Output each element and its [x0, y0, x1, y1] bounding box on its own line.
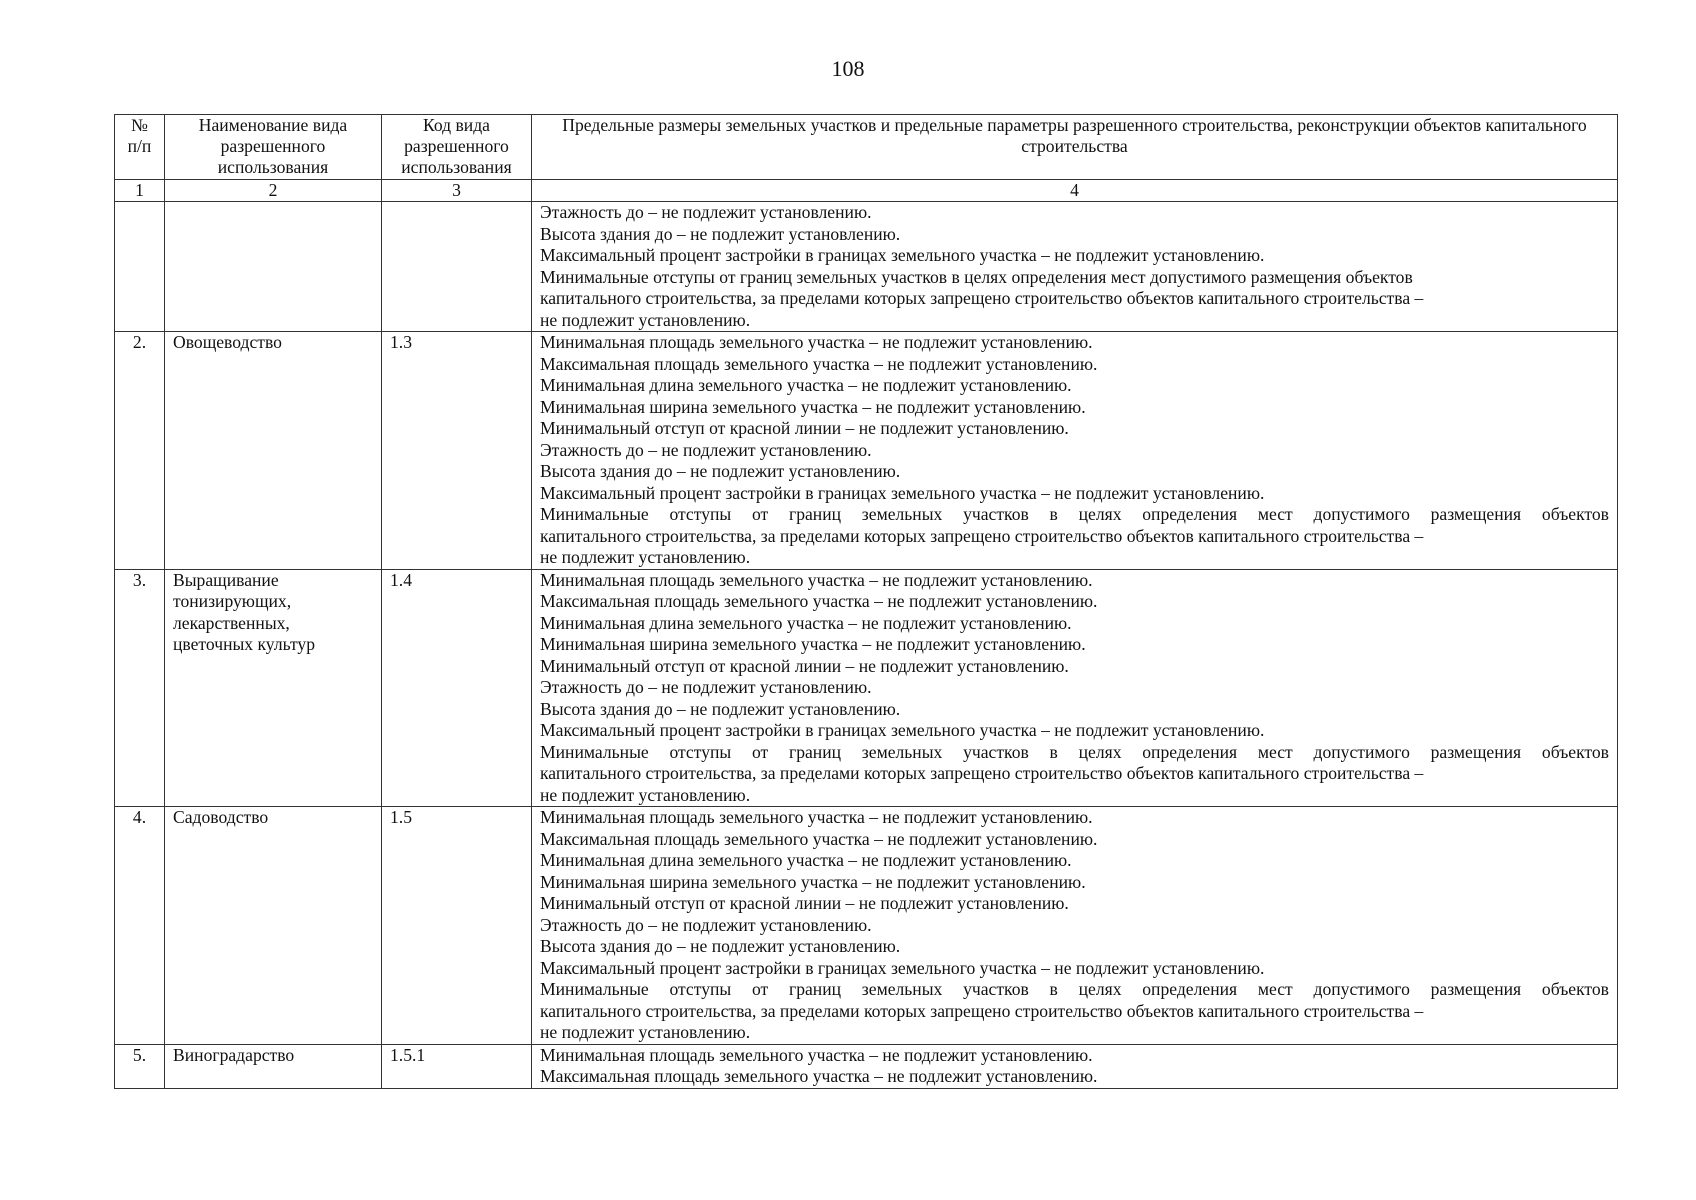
- param-line: Высота здания до – не подлежит установлению.: [540, 698, 901, 719]
- table-row: [115, 807, 1618, 1045]
- row-code: 1.5.1: [382, 1044, 532, 1088]
- header-params: Предельные размеры земельных участков и предельные параметры разрешенного строительства, реконструкции объектов капитального строительства: [532, 115, 1618, 180]
- param-line: Максимальная площадь земельного участка – не подлежит установлению.: [540, 591, 1098, 611]
- param-line: не подлежит установлению.: [540, 1022, 751, 1042]
- param-line: Минимальная площадь земельного участка – не подлежит установлению.: [540, 1044, 1093, 1065]
- param-line: не подлежит установлению.: [540, 547, 751, 567]
- param-line: Минимальные отступы от границ земельных участков в целях определения мест допустимого размещения объектов: [540, 504, 1609, 524]
- param-line: Этажность до – не подлежит установлению.: [540, 202, 872, 222]
- param-line: капитального строительства, за пределами которых запрещено строительство объектов капитального строительства –: [540, 525, 1424, 546]
- header-code: Код вида разрешенного использования: [382, 115, 532, 180]
- column-index: 4: [532, 180, 1618, 202]
- param-line: Минимальный отступ от красной линии – не подлежит установлению.: [540, 418, 1069, 438]
- row-name-line: цветочных культур: [173, 634, 316, 654]
- row-number: 5.: [115, 1044, 165, 1088]
- row-name: [165, 569, 382, 807]
- param-line: Минимальная ширина земельного участка – не подлежит установлению.: [540, 871, 1086, 892]
- column-index: 2: [165, 180, 382, 202]
- row-name-line: тонизирующих,: [173, 591, 292, 611]
- header-number: № п/п: [115, 115, 165, 180]
- param-line: капитального строительства, за пределами которых запрещено строительство объектов капитального строительства –: [540, 1000, 1424, 1021]
- param-line: Максимальный процент застройки в границах земельного участка – не подлежит установлению.: [540, 720, 1265, 740]
- row-code-cell: [382, 202, 532, 332]
- row-params: [532, 569, 1618, 807]
- row-params-cell: [532, 202, 1618, 332]
- param-line: Минимальная длина земельного участка – не подлежит установлению.: [540, 850, 1072, 870]
- page-number: 108: [831, 56, 865, 81]
- param-line: Минимальная площадь земельного участка – не подлежит установлению.: [540, 332, 1093, 352]
- land-use-parameters-table: [114, 114, 1618, 1089]
- param-line: Высота здания до – не подлежит установлению.: [540, 223, 901, 244]
- param-line: Этажность до – не подлежит установлению.: [540, 914, 872, 935]
- row-name: Садоводство: [165, 807, 382, 1045]
- row-code: 1.5: [382, 807, 532, 1045]
- param-line: Максимальный процент застройки в границах земельного участка – не подлежит установлению.: [540, 957, 1265, 978]
- param-line: Минимальный отступ от красной линии – не подлежит установлению.: [540, 893, 1069, 913]
- param-line: Минимальные отступы от границ земельных участков в целях определения мест допустимого размещения объектов: [540, 266, 1413, 287]
- param-line: Максимальная площадь земельного участка – не подлежит установлению.: [540, 1066, 1098, 1086]
- row-params: [532, 807, 1618, 1045]
- param-line: Этажность до – не подлежит установлению.: [540, 439, 872, 460]
- param-line: Минимальная ширина земельного участка – не подлежит установлению.: [540, 634, 1086, 654]
- table-row: [115, 569, 1618, 807]
- param-line: Минимальная ширина земельного участка – не подлежит установлению.: [540, 396, 1086, 417]
- param-line: Минимальный отступ от красной линии – не подлежит установлению.: [540, 655, 1069, 676]
- param-line: Максимальный процент застройки в границах земельного участка – не подлежит установлению.: [540, 482, 1265, 503]
- param-line: Минимальная длина земельного участка – не подлежит установлению.: [540, 612, 1072, 633]
- row-name: Виноградарство: [165, 1044, 382, 1088]
- table-row-continuation: [115, 202, 1618, 332]
- param-line: Минимальные отступы от границ земельных участков в целях определения мест допустимого размещения объектов: [540, 979, 1609, 999]
- table-row: [115, 1044, 1618, 1088]
- column-index: 1: [115, 180, 165, 202]
- row-name: Овощеводство: [165, 332, 382, 570]
- row-params: [532, 332, 1618, 570]
- param-line: Минимальная площадь земельного участка – не подлежит установлению.: [540, 807, 1093, 827]
- param-line: Минимальная площадь земельного участка – не подлежит установлению.: [540, 569, 1093, 590]
- header-name: Наименование вида разрешенного использования: [165, 115, 382, 180]
- row-code: 1.4: [382, 569, 532, 807]
- column-index-row: [115, 180, 1618, 202]
- row-code: 1.3: [382, 332, 532, 570]
- row-number: 2.: [115, 332, 165, 570]
- param-line: Максимальная площадь земельного участка – не подлежит установлению.: [540, 353, 1098, 374]
- table-header-row: [115, 115, 1618, 180]
- column-index: 3: [382, 180, 532, 202]
- param-line: Минимальные отступы от границ земельных участков в целях определения мест допустимого размещения объектов: [540, 741, 1609, 762]
- row-name-line: Выращивание: [173, 569, 279, 590]
- param-line: капитального строительства, за пределами которых запрещено строительство объектов капитального строительства –: [540, 288, 1424, 308]
- param-line: Максимальная площадь земельного участка – не подлежит установлению.: [540, 828, 1098, 849]
- table-row: [115, 332, 1618, 570]
- row-number: 3.: [115, 569, 165, 807]
- row-number: 4.: [115, 807, 165, 1045]
- param-line: Этажность до – не подлежит установлению.: [540, 677, 872, 697]
- row-number-cell: [115, 202, 165, 332]
- param-line: Высота здания до – не подлежит установлению.: [540, 461, 901, 481]
- row-params: [532, 1044, 1618, 1088]
- param-line: Минимальная длина земельного участка – не подлежит установлению.: [540, 375, 1072, 395]
- row-name-line: лекарственных,: [173, 612, 290, 633]
- param-line: Высота здания до – не подлежит установлению.: [540, 936, 901, 956]
- param-line: Максимальный процент застройки в границах земельного участка – не подлежит установлению.: [540, 245, 1265, 265]
- param-line: не подлежит установлению.: [540, 784, 751, 805]
- row-name-cell: [165, 202, 382, 332]
- param-line: капитального строительства, за пределами которых запрещено строительство объектов капитального строительства –: [540, 763, 1424, 783]
- param-line: не подлежит установлению.: [540, 309, 751, 330]
